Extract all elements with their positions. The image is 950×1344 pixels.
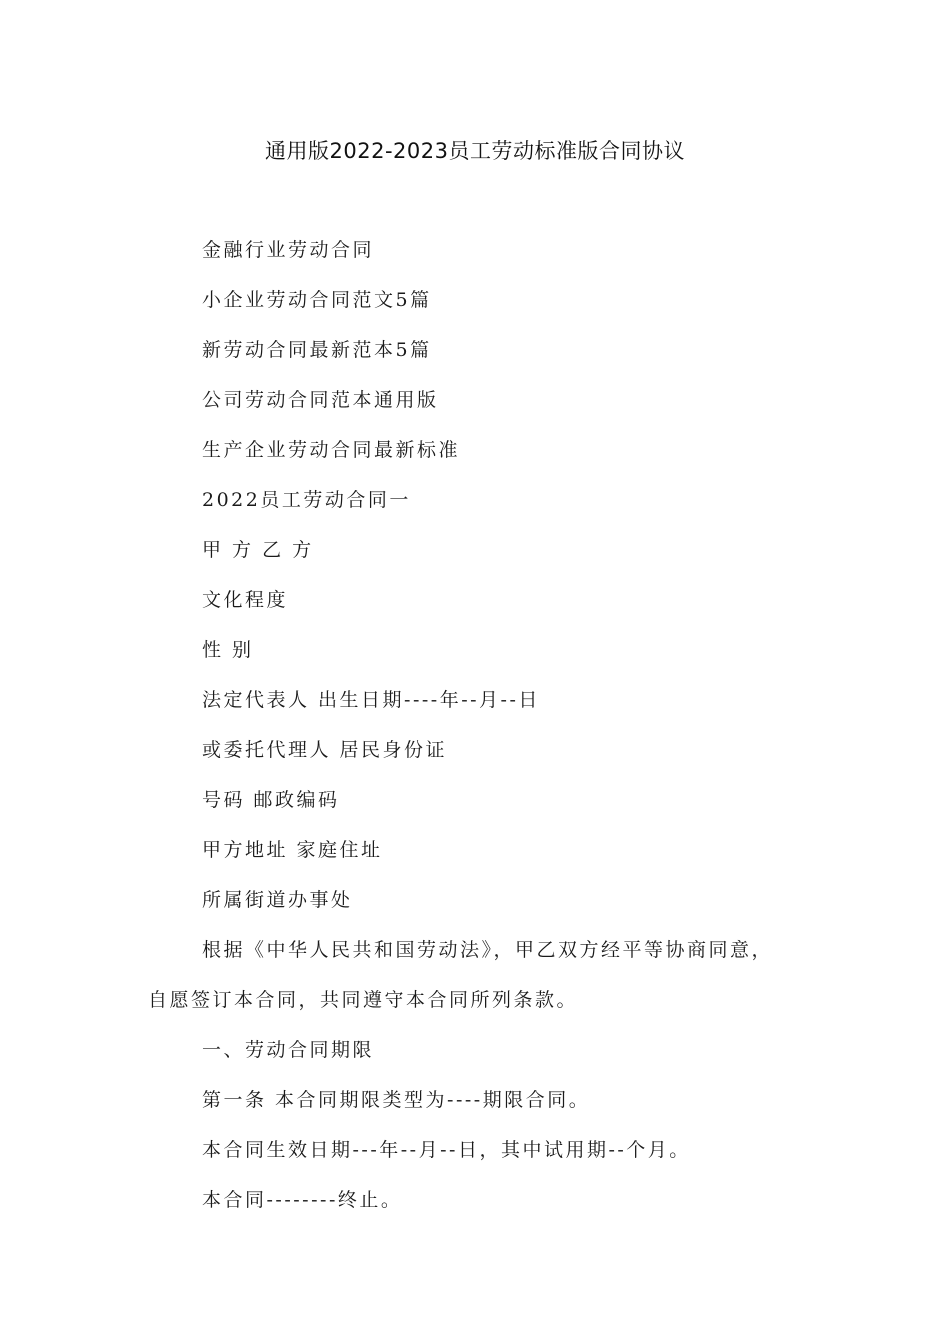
paragraph-line: 金融行业劳动合同	[202, 239, 375, 261]
paragraph-line: 所属街道办事处	[202, 889, 353, 911]
paragraph-line: 文化程度	[202, 589, 289, 611]
paragraph-line: 本合同生效日期---年--月--日，其中试用期--个月。	[202, 1139, 691, 1161]
paragraph-line: 或委托代理人 居民身份证	[202, 739, 448, 761]
paragraph-line: 生产企业劳动合同最新标准	[202, 439, 461, 461]
section-heading: 一、劳动合同期限	[202, 1039, 375, 1061]
paragraph-line: 根据《中华人民共和国劳动法》，甲乙双方经平等协商同意，	[202, 939, 774, 961]
paragraph-line: 第一条 本合同期限类型为----期限合同。	[202, 1089, 591, 1111]
paragraph-line: 小企业劳动合同范文5篇	[202, 289, 432, 311]
paragraph-line: 号码 邮政编码	[202, 789, 340, 811]
paragraph-line: 自愿签订本合同，共同遵守本合同所列条款。	[148, 989, 579, 1011]
paragraph-line: 性 别	[202, 639, 254, 661]
paragraph-line: 公司劳动合同范本通用版	[202, 389, 439, 411]
paragraph-line: 本合同--------终止。	[202, 1189, 403, 1211]
paragraph-line: 新劳动合同最新范本5篇	[202, 339, 432, 361]
paragraph-line: 甲 方 乙 方	[202, 539, 314, 561]
paragraph-line: 甲方地址 家庭住址	[202, 839, 383, 861]
document-title: 通用版2022-2023员工劳动标准版合同协议	[265, 139, 685, 163]
paragraph-line: 法定代表人 出生日期----年--月--日	[202, 689, 540, 711]
paragraph-line: 2022员工劳动合同一	[202, 489, 411, 511]
